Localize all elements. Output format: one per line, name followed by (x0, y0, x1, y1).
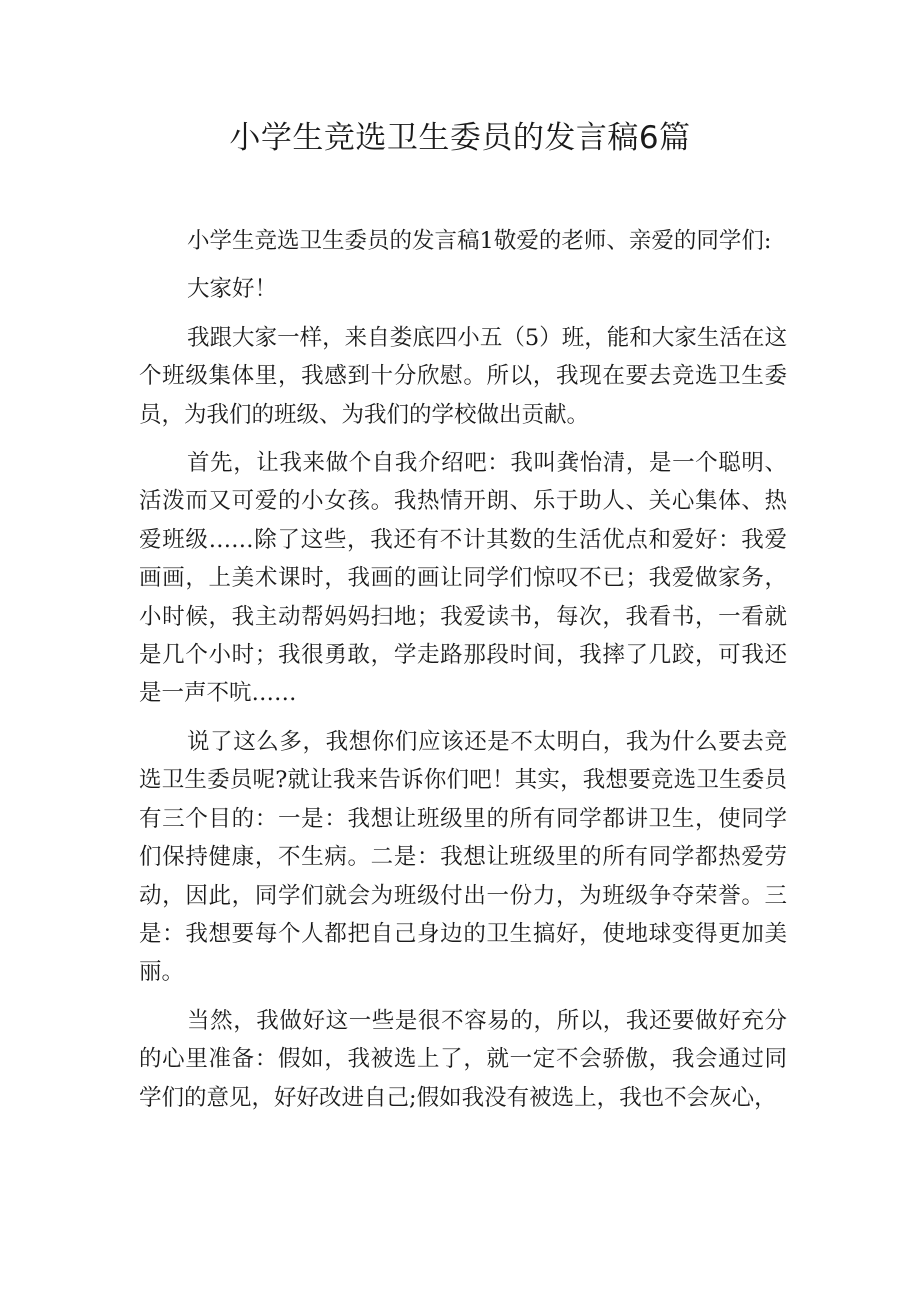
paragraph-intro: 我跟大家一样，来自娄底四小五（5）班，能和大家生活在这个班级集体里，我感到十分欣慰。所以，我现在要去竞选卫生委员，为我们的班级、为我们的学校做出贡献。 (139, 324, 787, 428)
paragraph-greeting: 大家好！ (187, 276, 278, 303)
paragraph-self-introduction: 首先，让我来做个自我介绍吧：我叫龚怡清，是一个聪明、活泼而又可爱的小女孩。我热情开朗、乐于助人、关心集体、热爱班级……除了这些，我还有不计其数的生活优点和爱好：我爱画画，上美术课时，我画的画让同学们惊叹不已；我爱做家务，小时候，我主动帮妈妈扫地；我爱读书，每次，我看书，一看就是几个小时；我很勇敢，学走路那段时间，我摔了几跤，可我还是一声不吭…… (139, 450, 787, 707)
document-body (139, 222, 787, 1127)
paragraph-reasons: 说了这么多，我想你们应该还是不太明白，我为什么要去竞选卫生委员呢?就让我来告诉你们吧！其实，我想要竞选卫生委员有三个目的：一是：我想让班级里的所有同学都讲卫生，使同学们保持健康，不生病。二是：我想让班级里的所有同学都热爱劳动，因此，同学们就会为班级付出一份力，为班级争夺荣誉。三是：我想要每个人都把自己身边的卫生搞好，使地球变得更加美丽。 (139, 728, 787, 986)
paragraph-greeting-heading: 小学生竞选卫生委员的发言稿1敬爱的老师、亲爱的同学们: (187, 228, 772, 254)
paragraph-preparation: 当然，我做好这一些是很不容易的，所以，我还要做好充分的心里准备：假如，我被选上了，就一定不会骄傲，我会通过同学们的意见，好好改进自己;假如我没有被选上，我也不会灰心， (139, 1007, 787, 1111)
document-title: 小学生竞选卫生委员的发言稿6篇 (229, 120, 691, 156)
